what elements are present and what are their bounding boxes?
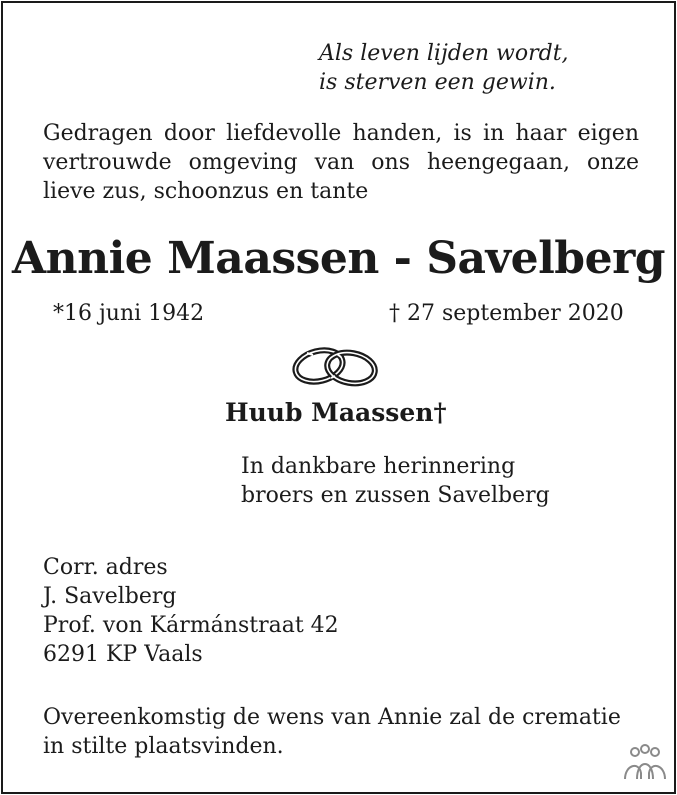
verse: [319, 39, 569, 97]
birth-date: *16 juni 1942: [53, 301, 205, 326]
address-line-3: Prof. von Kármánstraat 42: [43, 613, 339, 638]
correspondence-address: [43, 553, 339, 669]
address-line-4: 6291 KP Vaals: [43, 642, 203, 667]
death-date: † 27 september 2020: [389, 301, 624, 326]
spouse-name: Huub Maassen†: [225, 398, 447, 427]
verse-line-1: Als leven lijden wordt,: [319, 41, 569, 66]
address-line-1: Corr. adres: [43, 555, 168, 580]
obituary-card: [1, 1, 676, 794]
people-group-logo-icon: [621, 743, 669, 783]
verse-line-2: is sterven een gewin.: [319, 70, 556, 95]
deceased-name: Annie Maassen - Savelberg: [11, 233, 666, 284]
closing-line-2: in stilte plaatsvinden.: [43, 734, 284, 759]
intro-line-1: Gedragen door liefdevolle handen, is in haar eigen: [43, 121, 639, 146]
intro-line-3: lieve zus, schoonzus en tante: [43, 179, 369, 204]
memory-line-1: In dankbare herinnering: [241, 454, 516, 479]
address-line-2: J. Savelberg: [43, 584, 177, 609]
closing-text: [43, 703, 621, 761]
closing-line-1: Overeenkomstig de wens van Annie zal de crematie: [43, 705, 621, 730]
memory-line-2: broers en zussen Savelberg: [241, 483, 550, 508]
intro-line-2: vertrouwde omgeving van ons heengegaan, onze: [43, 150, 639, 175]
wedding-rings-icon: [287, 342, 383, 390]
memory-text: [241, 452, 550, 510]
intro-text: [43, 119, 639, 206]
